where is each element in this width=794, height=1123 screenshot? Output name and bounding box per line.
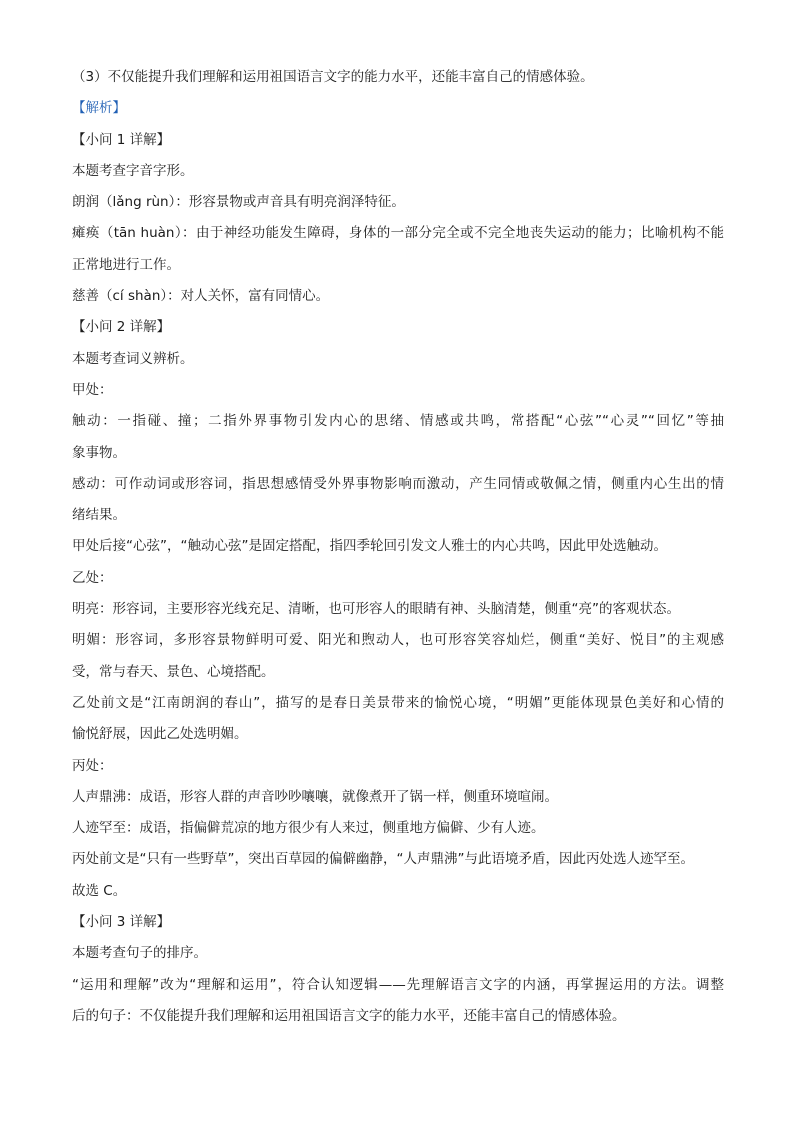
text-line: 象事物。 [72,444,126,461]
text-line: 慈善（cí shàn）：对人关怀，富有同情心。 [72,288,330,305]
text-line: （3）不仅能提升我们理解和运用祖国语言文字的能力水平，还能丰富自己的情感体验。 [72,69,594,85]
text-line: 丙处： [72,757,113,774]
text-line: 本题考查词义辨析。 [72,350,194,367]
text-line: 后的句子：不仅能提升我们理解和运用祖国语言文字的能力水平，还能丰富自己的情感体验。 [72,1007,626,1024]
text-line: 绪结果。 [72,507,126,524]
text-line: 故选 C。 [72,882,127,899]
text-line: 乙处： [72,569,113,586]
text-line: 甲处： [72,381,113,398]
text-line: 感动：可作动词或形容词，指思想感情受外界事物影响而激动，产生同情或敬佩之情，侧重内心生出的情 [72,475,724,492]
text-line: 人迹罕至：成语，指偏僻荒凉的地方很少有人来过，侧重地方偏僻、少有人迹。 [72,820,545,837]
document-body [72,62,724,1032]
text-line: 受，常与春天、景色、心境搭配。 [72,663,275,680]
section-heading-analysis: 【解析】 [72,100,126,117]
text-line: 丙处前文是“只有一些野草”，突出百草园的偏僻幽静，“人声鼎沸”与此语境矛盾，因此丙处选人迹罕至。 [72,851,694,868]
text-line: 【小问 3 详解】 [72,914,171,931]
text-line: 人声鼎沸：成语，形容人群的声音吵吵嚷嚷，就像煮开了锅一样，侧重环境喧闹。 [72,788,558,805]
text-line: 愉悦舒展，因此乙处选明媚。 [72,726,248,743]
text-line: 明亮：形容词，主要形容光线充足、清晰，也可形容人的眼睛有神、头脑清楚，侧重“亮”的客观状态。 [72,601,680,618]
text-line: 甲处后接“心弦”，“触动心弦”是固定搭配，指四季轮回引发文人雅士的内心共鸣，因此甲处选触动。 [72,538,667,555]
text-line: 正常地进行工作。 [72,256,180,273]
text-line: 触动：一指碰、撞；二指外界事物引发内心的思绪、情感或共鸣，常搭配“心弦”“心灵”“回忆”等抽 [72,413,724,430]
text-line: 【小问 1 详解】 [72,131,171,148]
text-line: “运用和理解”改为“理解和运用”，符合认知逻辑——先理解语言文字的内涵，再掌握运用的方法。调整 [72,976,724,993]
text-line: 乙处前文是“江南朗润的春山”，描写的是春日美景带来的愉悦心境，“明媚”更能体现景色美好和心情的 [72,694,724,711]
text-line: 朗润（lǎng rùn）：形容景物或声音具有明亮润泽特征。 [72,194,405,211]
text-line: 本题考查句子的排序。 [72,945,207,962]
text-line: 明媚：形容词，多形容景物鲜明可爱、阳光和煦动人，也可形容笑容灿烂，侧重“美好、悦目”的主观感 [72,632,724,649]
text-line: 瘫痪（tān huàn）：由于神经功能发生障碍，身体的一部分完全或不完全地丧失运动的能力；比喻机构不能 [72,225,724,242]
text-line: 【小问 2 详解】 [72,319,171,336]
text-line: 本题考查字音字形。 [72,162,194,179]
